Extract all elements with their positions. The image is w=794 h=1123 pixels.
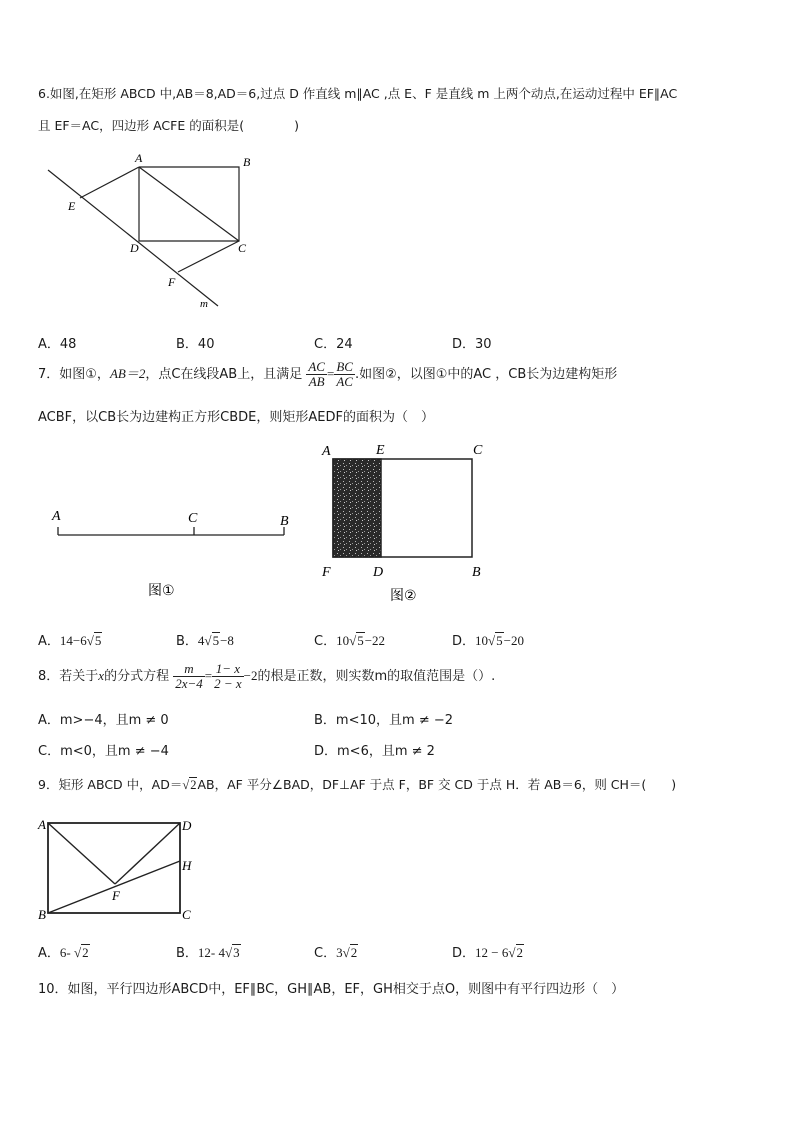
- q8-var-x: x: [98, 668, 105, 683]
- q9-label-h: H: [182, 858, 192, 873]
- q9-stem-post: AB，AF 平分∠BAD，DF⊥AF 于点 F，BF 交 CD 于点 H．若 AB＝6，则 CH＝( ): [197, 777, 677, 792]
- q7-fig2-label-d: D: [373, 565, 384, 580]
- q7-stem-line1: [38, 360, 617, 389]
- q9-option-c[interactable]: C．3√2: [314, 945, 358, 961]
- q7-stem-post: .如图②，以图①中的AC ，CB长为边建构矩形: [354, 367, 618, 382]
- q10-stem: 10．如图，平行四边形ABCD中，EF∥BC，GH∥AB，EF，GH相交于点O，则图中有平行四边形（ ）: [38, 982, 625, 997]
- q7-stem-line2: ACBF，以CB长为边建构正方形CBDE，则矩形AEDF的面积为（ ）: [38, 410, 434, 425]
- q7-fig1-caption: 图①: [148, 583, 175, 599]
- q9-seg-af: [48, 823, 115, 884]
- q6-label-f: F: [168, 275, 176, 289]
- q7-figure-2: [318, 438, 498, 608]
- q8-option-b[interactable]: B．m<10，且m ≠ −2: [314, 713, 454, 728]
- q6-stem-line2: 且 EF＝AC，四边形 ACFE 的面积是( ): [38, 118, 299, 133]
- q9-label-c: C: [182, 907, 191, 922]
- q7-fig2-label-f: F: [322, 565, 331, 580]
- q7-fig2-shaded-rect: [333, 459, 381, 557]
- q6-line-m: [48, 170, 218, 306]
- q7-fig1-label-c: C: [188, 511, 198, 526]
- q7-fraction-1: $\frac{AC}{AB}$: [308, 359, 325, 389]
- q9-stem-pre: 9．矩形 ABCD 中，AD＝: [38, 777, 183, 792]
- q9-rad: 2: [190, 778, 197, 792]
- q7-fraction-2: $\frac{BC}{AC}$: [336, 359, 353, 389]
- q9-seg-df: [115, 823, 180, 884]
- q9-label-f: F: [112, 888, 120, 903]
- q8-stem: 8．若关于x的分式方程 $\frac{m}{2x-4}$ = $\frac{1- x}{2 - x}$ −2的根是正数，则实数m的取值范围是（）.: [38, 661, 496, 691]
- q6-figure: [40, 148, 251, 318]
- q9-label-a: A: [38, 817, 46, 832]
- q7-stem-pre: 7．如图①，: [38, 367, 110, 382]
- q6-option-c[interactable]: C．24: [314, 337, 353, 352]
- q7-option-b[interactable]: B．4√5−8: [176, 633, 234, 649]
- q7-option-d[interactable]: D．10√5−20: [452, 633, 524, 649]
- q7-ab-eq: AB＝2: [109, 366, 146, 381]
- q6-label-e: E: [68, 199, 76, 213]
- q7-fig2-label-e: E: [376, 443, 385, 458]
- q8-fraction-1: $\frac{m}{2x-4}$: [175, 661, 203, 691]
- q7-fig2-caption: 图②: [390, 588, 417, 604]
- q6-seg-ae: [80, 167, 139, 198]
- q6-label-b: B: [243, 155, 251, 169]
- q6-label-m: m: [200, 298, 208, 310]
- q8-option-a[interactable]: A．m>−4，且m ≠ 0: [38, 713, 169, 728]
- q6-label-a: A: [135, 151, 143, 165]
- q7-equals: =: [326, 366, 335, 381]
- q7-fig2-label-c: C: [473, 443, 483, 458]
- q8-fraction-2: $\frac{1- x}{2 - x}$: [214, 661, 242, 691]
- q8-tail: −2: [243, 668, 258, 683]
- q9-label-b: B: [38, 907, 46, 922]
- q7-fig1-label-b: B: [280, 514, 289, 529]
- q9-stem: 9．矩形 ABCD 中，AD＝√2AB，AF 平分∠BAD，DF⊥AF 于点 F，BF 交 CD 于点 H．若 AB＝6，则 CH＝( ): [38, 777, 677, 792]
- q6-seg-cf: [178, 241, 239, 272]
- q9-figure: [36, 813, 206, 925]
- q7-figure-1: [48, 505, 298, 605]
- q8-option-d[interactable]: D．m<6，且m ≠ 2: [314, 744, 435, 759]
- q7-fig2-label-b: B: [472, 565, 481, 580]
- q7-stem-mid: ，点C在线段AB上，且满足: [145, 367, 303, 382]
- q6-label-c: C: [238, 241, 247, 255]
- q7-option-a[interactable]: A．14−6√5: [38, 633, 102, 649]
- q6-option-d[interactable]: D．30: [452, 337, 492, 352]
- q9-seg-bh: [48, 861, 180, 913]
- q9-label-d: D: [182, 818, 192, 833]
- q8-stem-pre: 8．若关于: [38, 669, 99, 684]
- q8-stem-mid: 的分式方程: [104, 669, 170, 684]
- q8-option-c[interactable]: C．m<0，且m ≠ −4: [38, 744, 169, 759]
- q9-option-b[interactable]: B．12- 4√3: [176, 945, 240, 961]
- q6-option-a[interactable]: A．48: [38, 337, 77, 352]
- q6-label-d: D: [130, 241, 139, 255]
- q6-diag-ac: [139, 167, 239, 241]
- q9-option-d[interactable]: D．12 − 6√2: [452, 945, 523, 961]
- q7-fig1-label-a: A: [52, 509, 61, 524]
- q6-option-b[interactable]: B．40: [176, 337, 215, 352]
- q8-stem-post: 的根是正数，则实数m的取值范围是（）.: [257, 669, 496, 684]
- q6-stem-line1: 6.如图,在矩形 ABCD 中,AB＝8,AD＝6,过点 D 作直线 m∥AC ,点 E、F 是直线 m 上两个动点,在运动过程中 EF∥AC: [38, 86, 678, 101]
- q7-fig2-label-a: A: [322, 444, 331, 459]
- q9-option-a[interactable]: A．6- √2: [38, 945, 89, 961]
- q7-option-c[interactable]: C．10√5−22: [314, 633, 386, 649]
